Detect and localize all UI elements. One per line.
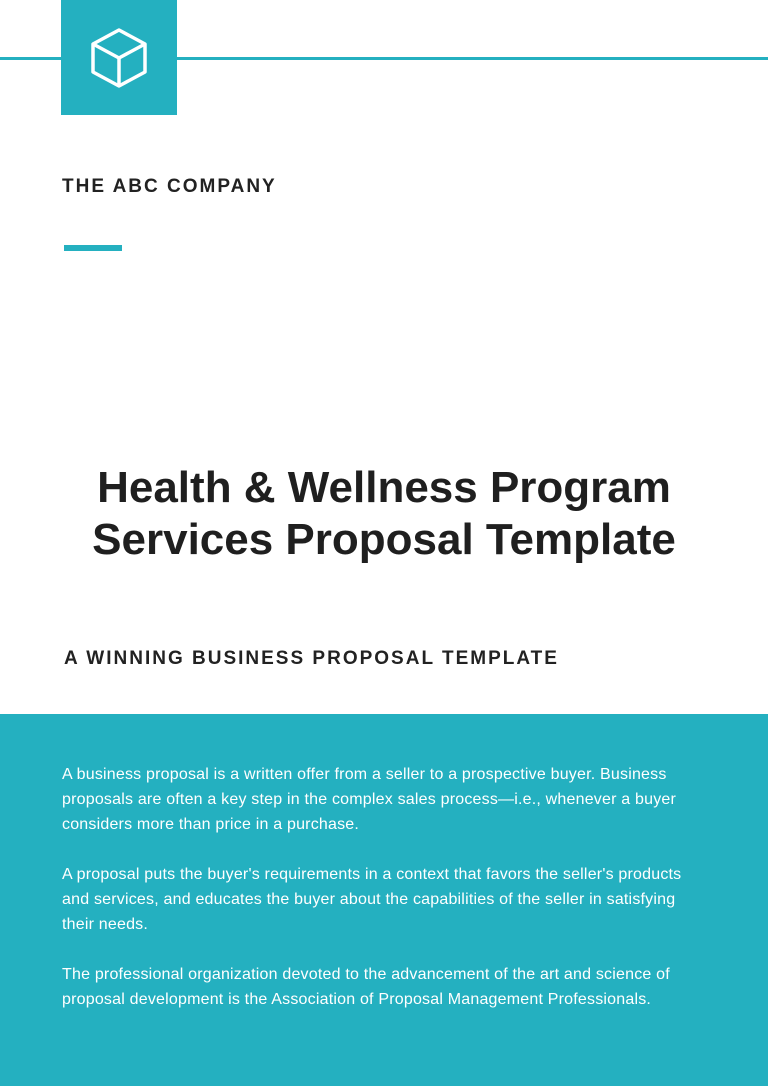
description-paragraph: A proposal puts the buyer's requirements in a context that favors the seller's products and services, and educates the buyer about the capabilities of the seller in satisfying their needs. — [62, 866, 682, 933]
description-paragraph: The professional organization devoted to the advancement of the art and science of proposal development is the Association of Proposal Management Professionals. — [62, 966, 670, 1008]
description-paragraph: A business proposal is a written offer from a seller to a prospective buyer. Business proposals are often a key step in the complex sales process—i.e., whenever a buyer considers more than price in a purchase. — [62, 766, 677, 833]
accent-divider — [64, 245, 122, 251]
cube-outline-icon — [89, 26, 149, 90]
title-line-2: Services Proposal Template — [92, 515, 676, 564]
description-panel — [0, 714, 768, 1086]
document-title — [0, 462, 768, 566]
company-name: THE ABC COMPANY — [62, 176, 277, 197]
document-subtitle: A WINNING BUSINESS PROPOSAL TEMPLATE — [64, 648, 559, 669]
description-text — [62, 762, 712, 1037]
title-line-1: Health & Wellness Program — [97, 463, 671, 512]
logo — [61, 0, 177, 115]
